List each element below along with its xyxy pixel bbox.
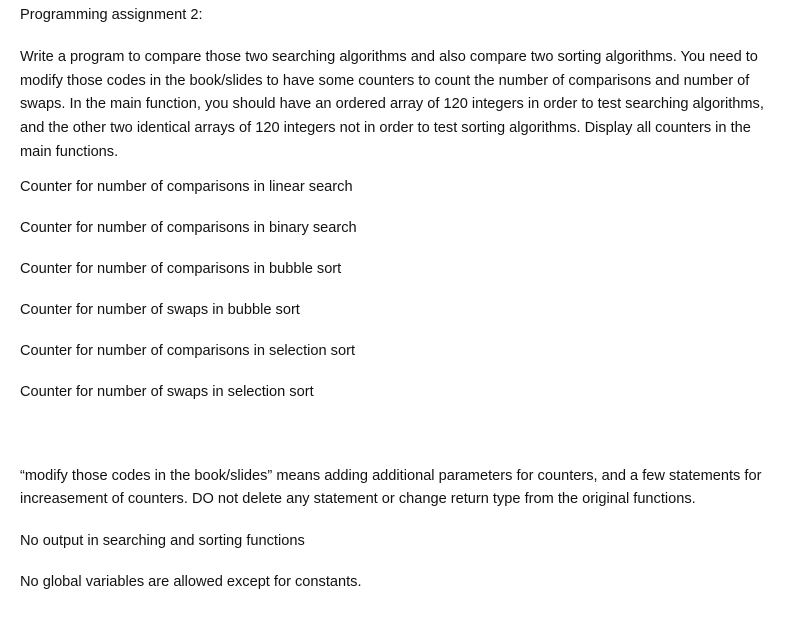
assignment-document: [20, 4, 770, 612]
counter-list: [20, 176, 770, 403]
rule-item: No output in searching and sorting functions: [20, 532, 305, 549]
counter-item: Counter for number of swaps in bubble sort: [20, 301, 300, 318]
counter-item: Counter for number of swaps in selection sort: [20, 383, 314, 400]
counter-item: Counter for number of comparisons in linear search: [20, 178, 353, 195]
counter-item: Counter for number of comparisons in bubble sort: [20, 260, 342, 277]
counter-item: Counter for number of comparisons in binary search: [20, 219, 357, 236]
assignment-title: Programming assignment 2:: [20, 7, 203, 23]
assignment-intro: Write a program to compare those two searching algorithms and also compare two sorting algorithms. You need to modify those codes in the book/slides to have some counters to count the number of comparisons and number of swaps. In the main function, you should have an ordered array of 120 integers in order to test searching algorithms, and the other two identical arrays of 120 integers not in order to test sorting algorithms. Display all counters in the main functions.: [20, 49, 764, 160]
modify-note: “modify those codes in the book/slides” means adding additional parameters for counters, and a few statements for increasement of counters. DO not delete any statement or change return type from the original functions.: [20, 467, 762, 508]
counter-item: Counter for number of comparisons in selection sort: [20, 342, 356, 359]
rule-item: No global variables are allowed except for constants.: [20, 573, 362, 590]
